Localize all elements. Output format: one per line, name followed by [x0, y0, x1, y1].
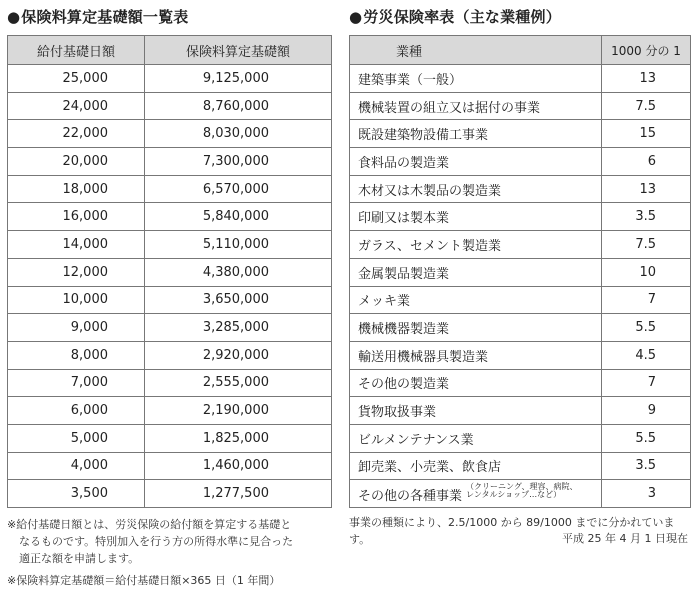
table-row — [8, 203, 332, 231]
industry-label: ビルメンテナンス業 — [358, 432, 474, 448]
industry-cell — [350, 369, 602, 397]
industry-cell — [350, 286, 602, 314]
left-table-title: ●保険料算定基礎額一覧表 — [7, 8, 189, 26]
header-daily-benefit: 給付基礎日額 — [8, 36, 145, 65]
daily-benefit-cell: 8,000 — [8, 341, 145, 369]
table-row — [350, 424, 691, 452]
premium-base-cell: 3,650,000 — [145, 286, 332, 314]
daily-benefit-cell: 10,000 — [8, 286, 145, 314]
table-header-row — [350, 36, 691, 65]
premium-base-cell: 1,460,000 — [145, 452, 332, 480]
header-premium-base: 保険料算定基礎額 — [145, 36, 332, 65]
industry-label: 機械機器製造業 — [358, 322, 450, 338]
premium-base-cell: 2,920,000 — [145, 341, 332, 369]
table-row — [8, 65, 332, 93]
premium-base-cell: 3,285,000 — [145, 314, 332, 342]
rate-cell: 13 — [602, 65, 691, 93]
rate-cell: 10 — [602, 258, 691, 286]
industry-cell — [350, 203, 602, 231]
industry-label: 木材又は木製品の製造業 — [358, 183, 502, 199]
bullet-icon: ● — [7, 8, 21, 26]
daily-benefit-cell: 18,000 — [8, 175, 145, 203]
rate-cell: 13 — [602, 175, 691, 203]
industry-label: 印刷又は製本業 — [358, 211, 450, 227]
premium-base-cell: 5,110,000 — [145, 231, 332, 259]
premium-base-cell: 4,380,000 — [145, 258, 332, 286]
table-row — [8, 480, 332, 508]
table-row — [8, 397, 332, 425]
rate-cell: 4.5 — [602, 341, 691, 369]
premium-base-cell: 8,030,000 — [145, 120, 332, 148]
premium-base-cell: 6,570,000 — [145, 175, 332, 203]
daily-benefit-cell: 14,000 — [8, 231, 145, 259]
header-rate: 1000 分の 1 — [602, 36, 691, 65]
rate-cell: 9 — [602, 397, 691, 425]
premium-base-cell: 1,825,000 — [145, 424, 332, 452]
header-industry: 業種 — [350, 36, 602, 65]
industry-label: 食料品の製造業 — [358, 155, 450, 171]
premium-base-cell: 9,125,000 — [145, 65, 332, 93]
industry-cell — [350, 424, 602, 452]
bullet-icon: ● — [349, 8, 363, 26]
premium-base-cell: 7,300,000 — [145, 148, 332, 176]
industry-label: その他の各種事業 — [358, 489, 463, 505]
premium-base-cell: 2,555,000 — [145, 369, 332, 397]
daily-benefit-cell: 24,000 — [8, 92, 145, 120]
daily-benefit-cell: 4,000 — [8, 452, 145, 480]
table-row — [8, 92, 332, 120]
table-row — [8, 120, 332, 148]
formula-note: ※保険料算定基礎額＝給付基礎日額×365 日（1 年間） — [7, 574, 281, 587]
table-row — [8, 452, 332, 480]
effective-date: 平成 25 年 4 月 1 日現在 — [562, 532, 688, 545]
daily-benefit-cell: 25,000 — [8, 65, 145, 93]
industry-label: 輸送用機械器具製造業 — [358, 349, 489, 365]
industry-cell — [350, 314, 602, 342]
rate-cell: 3.5 — [602, 452, 691, 480]
daily-benefit-cell: 6,000 — [8, 397, 145, 425]
daily-benefit-cell: 9,000 — [8, 314, 145, 342]
industry-label: 金属製品製造業 — [358, 266, 450, 282]
insurance-base-table — [7, 35, 332, 508]
table-row — [350, 203, 691, 231]
table-row — [8, 314, 332, 342]
rate-cell: 5.5 — [602, 314, 691, 342]
right-table-title: ●労災保険率表（主な業種例） — [349, 8, 561, 26]
table-header-row — [8, 36, 332, 65]
industry-cell — [350, 148, 602, 176]
industry-label: 貨物取扱事業 — [358, 405, 437, 421]
industry-label: メッキ業 — [358, 294, 411, 310]
industry-cell — [350, 341, 602, 369]
premium-base-cell: 8,760,000 — [145, 92, 332, 120]
table-row — [350, 397, 691, 425]
daily-benefit-cell: 16,000 — [8, 203, 145, 231]
table-row — [8, 369, 332, 397]
table-row — [8, 424, 332, 452]
industry-cell — [350, 452, 602, 480]
insurance-rate-table — [349, 35, 691, 508]
rate-cell: 7 — [602, 369, 691, 397]
daily-benefit-cell: 7,000 — [8, 369, 145, 397]
daily-benefit-cell: 12,000 — [8, 258, 145, 286]
table-row — [8, 148, 332, 176]
rate-cell: 7.5 — [602, 92, 691, 120]
industry-cell — [350, 92, 602, 120]
rate-range-note: 事業の種類により、2.5/1000 から 89/1000 までに分かれています。 — [349, 516, 675, 546]
industry-cell — [350, 120, 602, 148]
table-row — [8, 341, 332, 369]
premium-base-cell: 5,840,000 — [145, 203, 332, 231]
table-row — [350, 65, 691, 93]
industry-label: その他の製造業 — [358, 377, 450, 393]
daily-benefit-cell: 3,500 — [8, 480, 145, 508]
table-row — [8, 231, 332, 259]
table-row — [350, 92, 691, 120]
table-row — [350, 120, 691, 148]
table-row — [350, 452, 691, 480]
table-row — [350, 341, 691, 369]
industry-cell — [350, 480, 602, 508]
industry-cell — [350, 65, 602, 93]
daily-benefit-cell: 22,000 — [8, 120, 145, 148]
industry-label: 建築事業（一般） — [358, 72, 463, 88]
premium-base-cell: 2,190,000 — [145, 397, 332, 425]
industry-label: 既設建築物設備工事業 — [358, 128, 489, 144]
rate-cell: 15 — [602, 120, 691, 148]
rate-cell: 3 — [602, 480, 691, 508]
table-row — [350, 480, 691, 508]
daily-benefit-note: ※給付基礎日額とは、労災保険の給付額を算定する基礎と なるものです。特別加入を行う方の所得水準に見合った 適正な額を申請します。 — [7, 518, 294, 565]
rate-cell: 6 — [602, 148, 691, 176]
table-row — [350, 314, 691, 342]
rate-cell: 7 — [602, 286, 691, 314]
industry-cell — [350, 175, 602, 203]
industry-label: ガラス、セメント製造業 — [358, 238, 502, 254]
table-row — [350, 286, 691, 314]
industry-label: 卸売業、小売業、飲食店 — [358, 460, 502, 476]
premium-base-cell: 1,277,500 — [145, 480, 332, 508]
industry-cell — [350, 397, 602, 425]
daily-benefit-cell: 5,000 — [8, 424, 145, 452]
table-row — [8, 175, 332, 203]
industry-label: 機械装置の組立又は据付の事業 — [358, 100, 541, 116]
table-row — [350, 369, 691, 397]
rate-cell: 5.5 — [602, 424, 691, 452]
table-row — [350, 258, 691, 286]
daily-benefit-cell: 20,000 — [8, 148, 145, 176]
table-row — [350, 175, 691, 203]
industry-cell — [350, 231, 602, 259]
table-row — [350, 148, 691, 176]
table-row — [8, 258, 332, 286]
industry-examples-note: （クリーニング、理容、病院、 レンタルショップ…など） — [466, 482, 578, 500]
industry-cell — [350, 258, 602, 286]
table-row — [8, 286, 332, 314]
table-row — [350, 231, 691, 259]
rate-cell: 3.5 — [602, 203, 691, 231]
rate-cell: 7.5 — [602, 231, 691, 259]
